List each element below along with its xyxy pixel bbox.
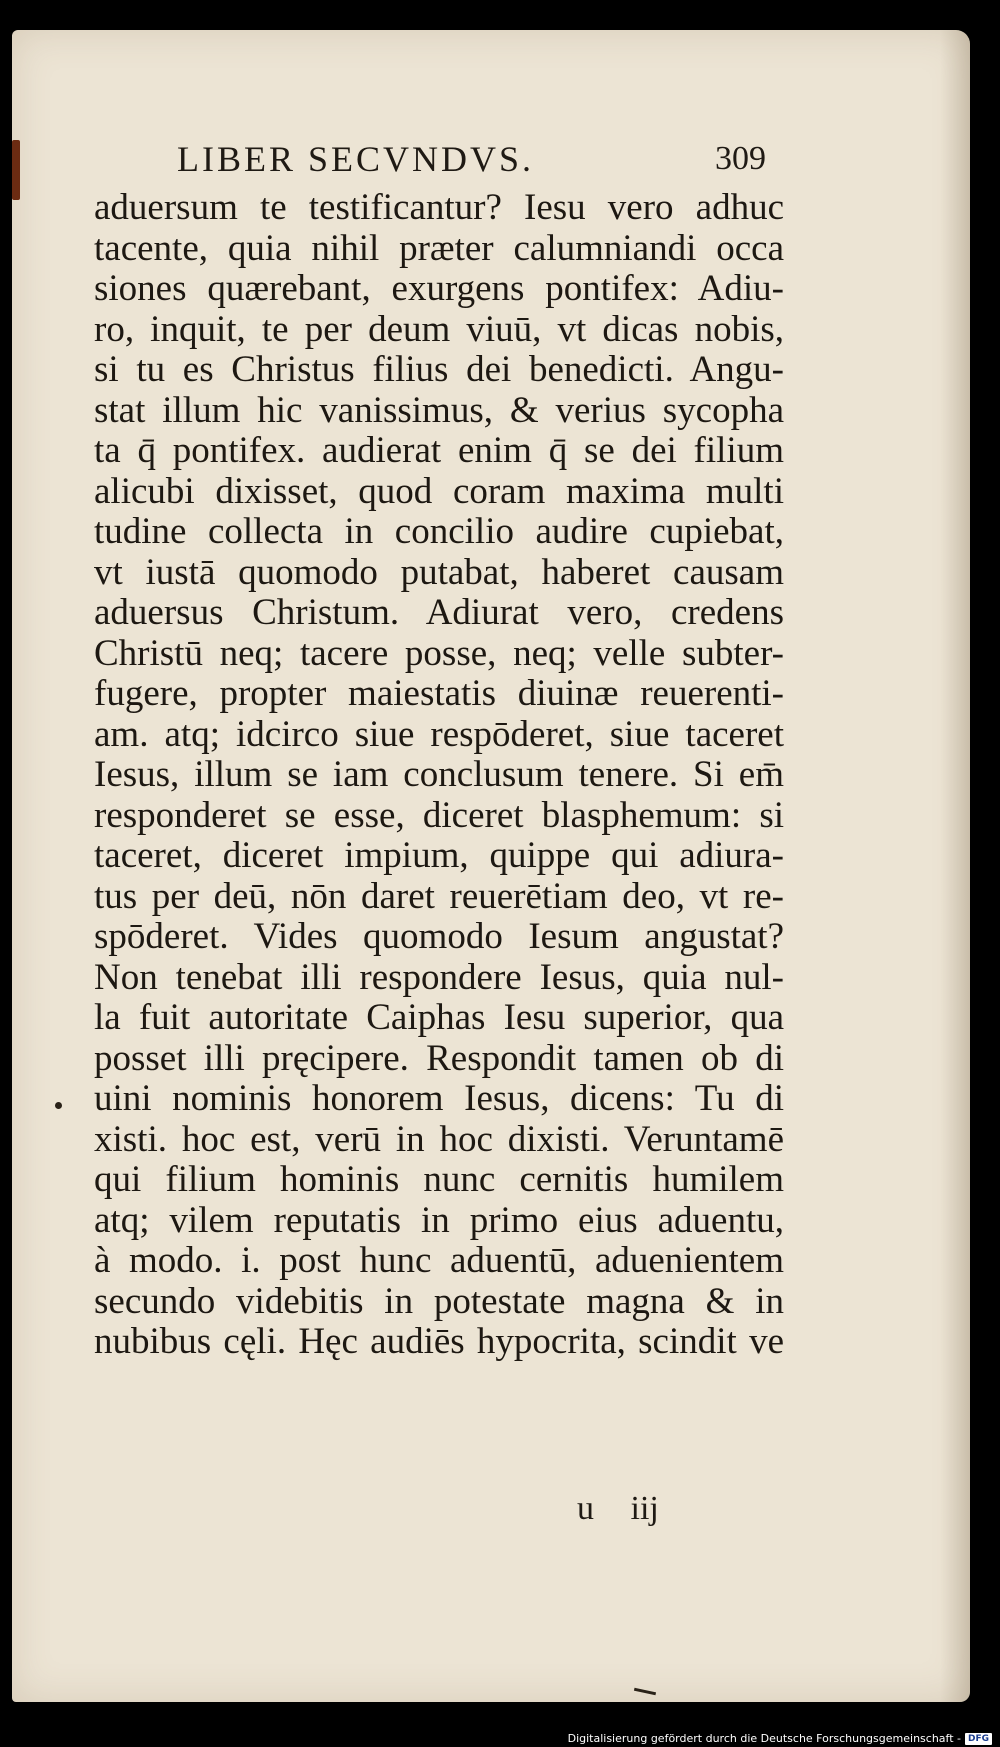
digitization-credit: [568, 1732, 992, 1745]
text-line: si tu es Christus filius dei benedicti. Angu-: [94, 350, 784, 390]
text-line: siones quærebant, exurgens pontifex: Adiu-: [94, 269, 784, 309]
text-line: à modo. i. post hunc aduentū, aduenientem: [94, 1241, 784, 1281]
text-line: aduersum te testificantur? Iesu vero adhuc: [94, 188, 784, 228]
text-line: qui filium hominis nunc cernitis humilem: [94, 1160, 784, 1200]
text-line: spōderet. Vides quomodo Iesum angustat?: [94, 917, 784, 957]
text-line: taceret, diceret impium, quippe qui adiura-: [94, 836, 784, 876]
binding-mark: [12, 140, 20, 200]
text-line: tus per deū, nōn daret reuerētiam deo, vt re-: [94, 876, 784, 917]
text-line: responderet se esse, diceret blasphemum: si: [94, 795, 784, 836]
text-line: posset illi pręcipere. Respondit tamen ob di: [94, 1038, 784, 1079]
dfg-logo: DFG: [965, 1733, 992, 1745]
text-line: alicubi dixisset, quod coram maxima multi: [94, 471, 784, 512]
page-number: 309: [715, 140, 766, 177]
text-line: atq; vilem reputatis in primo eius aduentu,: [94, 1200, 784, 1241]
text-line: stat illum hic vanissimus, & verius sycopha: [94, 390, 784, 431]
text-line: secundo videbitis in potestate magna & in: [94, 1281, 784, 1322]
text-line: tacente, quia nihil præter calumniandi occa: [94, 228, 784, 269]
text-line: am. atq; idcirco siue respōderet, siue taceret: [94, 714, 784, 755]
bottom-ink-mark: [634, 1688, 656, 1696]
body-text: [94, 188, 784, 1363]
credit-text: Digitalisierung gefördert durch die Deutsche Forschungsgemeinschaft -: [567, 1732, 961, 1745]
text-line: xisti. hoc est, verū in hoc dixisti. Veruntamē: [94, 1119, 784, 1160]
text-line: vt iustā quomodo putabat, haberet causam: [94, 552, 784, 593]
signature-mark: u iij: [577, 1490, 659, 1527]
text-line: nubibus cęli. Hęc audiēs hypocrita, scindit ve: [94, 1322, 784, 1362]
text-line: la fuit autoritate Caiphas Iesu superior, qua: [94, 998, 784, 1038]
text-line: Non tenebat illi respondere Iesus, quia nul-: [94, 957, 784, 998]
text-line: Iesus, illum se iam conclusum tenere. Si em̄: [94, 755, 784, 795]
text-line: aduersus Christum. Adiurat vero, credens: [94, 593, 784, 633]
text-line: Christū neq; tacere posse, neq; velle subter-: [94, 633, 784, 674]
text-line: fugere, propter maiestatis diuinæ reuerenti-: [94, 674, 784, 714]
running-head: LIBER SECVNDVS.: [177, 139, 535, 179]
text-line: ta q̄ pontifex. audierat enim q̄ se dei filium: [94, 431, 784, 471]
text-line: ro, inquit, te per deum viuū, vt dicas nobis,: [94, 309, 784, 350]
text-line: tudine collecta in concilio audire cupiebat,: [94, 512, 784, 552]
book-page: [12, 30, 970, 1702]
margin-dot: [55, 1102, 62, 1109]
page-edge-shadow: [940, 30, 970, 1702]
text-line: uini nominis honorem Iesus, dicens: Tu di: [94, 1079, 784, 1119]
